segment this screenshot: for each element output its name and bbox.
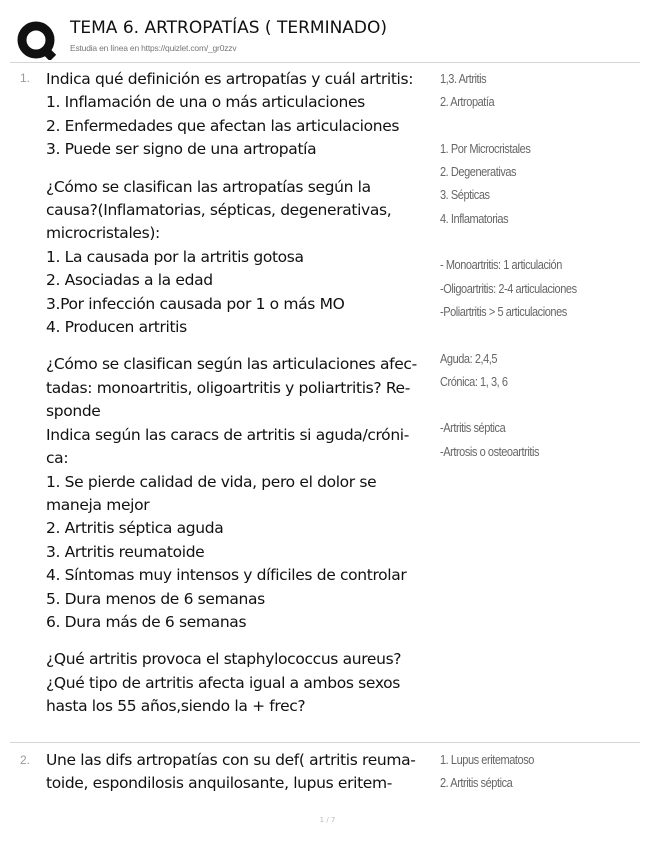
term-line: sponde bbox=[46, 402, 101, 421]
definition-line: -Artritis séptica bbox=[440, 421, 506, 436]
definition-line: 2. Degenerativas bbox=[440, 165, 517, 180]
term-line: 4. Síntomas muy intensos y díficiles de controlar bbox=[46, 566, 407, 585]
term-line: toide, espondilosis anquilosante, lupus eritem- bbox=[46, 774, 392, 793]
page-indicator: 1 / 7 bbox=[319, 816, 336, 824]
definition-gap bbox=[440, 231, 625, 254]
term-line: Une las difs artropatías con su def( artritis reuma- bbox=[46, 751, 416, 769]
term-line: 2. Artritis séptica aguda bbox=[46, 519, 224, 538]
document-header bbox=[0, 0, 655, 62]
card-term bbox=[46, 749, 438, 796]
definition-line: 3. Sépticas bbox=[440, 188, 490, 203]
card-divider bbox=[10, 742, 640, 743]
term-line: 2. Asociadas a la edad bbox=[46, 271, 213, 290]
definition-gap bbox=[440, 394, 625, 417]
term-line: ca: bbox=[46, 449, 69, 468]
term-line: 3. Puede ser signo de una artropatía bbox=[46, 140, 317, 159]
paragraph-gap bbox=[46, 634, 438, 648]
card-definition bbox=[440, 68, 625, 464]
card-number: 2. bbox=[20, 753, 31, 767]
term-line: Indica según las caracs de artritis si aguda/cróni- bbox=[46, 425, 409, 444]
card-number: 1. bbox=[20, 71, 31, 85]
definition-gap bbox=[440, 324, 625, 347]
card-definition bbox=[440, 749, 625, 796]
definition-line: -Oligoartritis: 2-4 articulaciones bbox=[440, 281, 577, 296]
term-line: maneja mejor bbox=[46, 495, 150, 514]
term-line: 3.Por infección causada por 1 o más MO bbox=[46, 294, 345, 313]
term-line: tadas: monoartritis, oligoartritis y poliartritis? Re- bbox=[46, 378, 410, 397]
page-title: TEMA 6. ARTROPATÍAS ( TERMINADO) bbox=[70, 18, 388, 38]
term-line: causa?(Inflamatorias, sépticas, degenerativas, bbox=[46, 201, 392, 220]
term-line: 6. Dura más de 6 semanas bbox=[46, 612, 247, 631]
term-line: 4. Producen artritis bbox=[46, 318, 187, 337]
definition-line: 1. Por Microcristales bbox=[440, 141, 531, 156]
term-line: ¿Cómo se clasifican las artropatías según la bbox=[46, 177, 371, 196]
term-line: Indica qué definición es artropatías y cuál artritis: bbox=[46, 70, 414, 88]
definition-line: 4. Inflamatorias bbox=[440, 211, 509, 226]
definition-line: 2. Artropatía bbox=[440, 95, 495, 110]
term-line: 3. Artritis reumatoide bbox=[46, 542, 205, 561]
term-line: 1. Inflamación de una o más articulaciones bbox=[46, 93, 365, 112]
term-line: ¿Cómo se clasifican según las articulaciones afec- bbox=[46, 355, 417, 374]
term-line: ¿Qué artritis provoca el staphylococcus aureus? bbox=[46, 650, 402, 669]
study-online-link-text: Estudia en línea en https://quizlet.com/_gr0zzv bbox=[70, 43, 237, 53]
definition-line: -Poliartritis > 5 articulaciones bbox=[440, 304, 567, 319]
header-divider bbox=[10, 62, 640, 63]
definition-gap bbox=[440, 115, 625, 138]
term-line: 2. Enfermedades que afectan las articulaciones bbox=[46, 116, 400, 135]
term-line: ¿Qué tipo de artritis afecta igual a ambos sexos bbox=[46, 673, 401, 692]
quizlet-logo-icon bbox=[16, 20, 56, 60]
definition-line: Aguda: 2,4,5 bbox=[440, 351, 498, 366]
definition-line: 1. Lupus eritematoso bbox=[440, 753, 534, 767]
definition-line: -Artrosis o osteoartritis bbox=[440, 444, 540, 459]
definition-line: 2. Artritis séptica bbox=[440, 776, 513, 791]
term-line: 1. La causada por la artritis gotosa bbox=[46, 247, 304, 266]
definition-line: Crónica: 1, 3, 6 bbox=[440, 374, 508, 389]
definition-line: 1,3. Artritis bbox=[440, 72, 487, 86]
term-line: 5. Dura menos de 6 semanas bbox=[46, 589, 265, 608]
paragraph-gap bbox=[46, 162, 438, 176]
term-line: hasta los 55 años,siendo la + frec? bbox=[46, 697, 306, 716]
term-line: microcristales): bbox=[46, 224, 160, 243]
term-line: 1. Se pierde calidad de vida, pero el dolor se bbox=[46, 472, 377, 491]
card-term bbox=[46, 68, 438, 719]
definition-line: - Monoartritis: 1 articulación bbox=[440, 258, 562, 273]
paragraph-gap bbox=[46, 339, 438, 353]
